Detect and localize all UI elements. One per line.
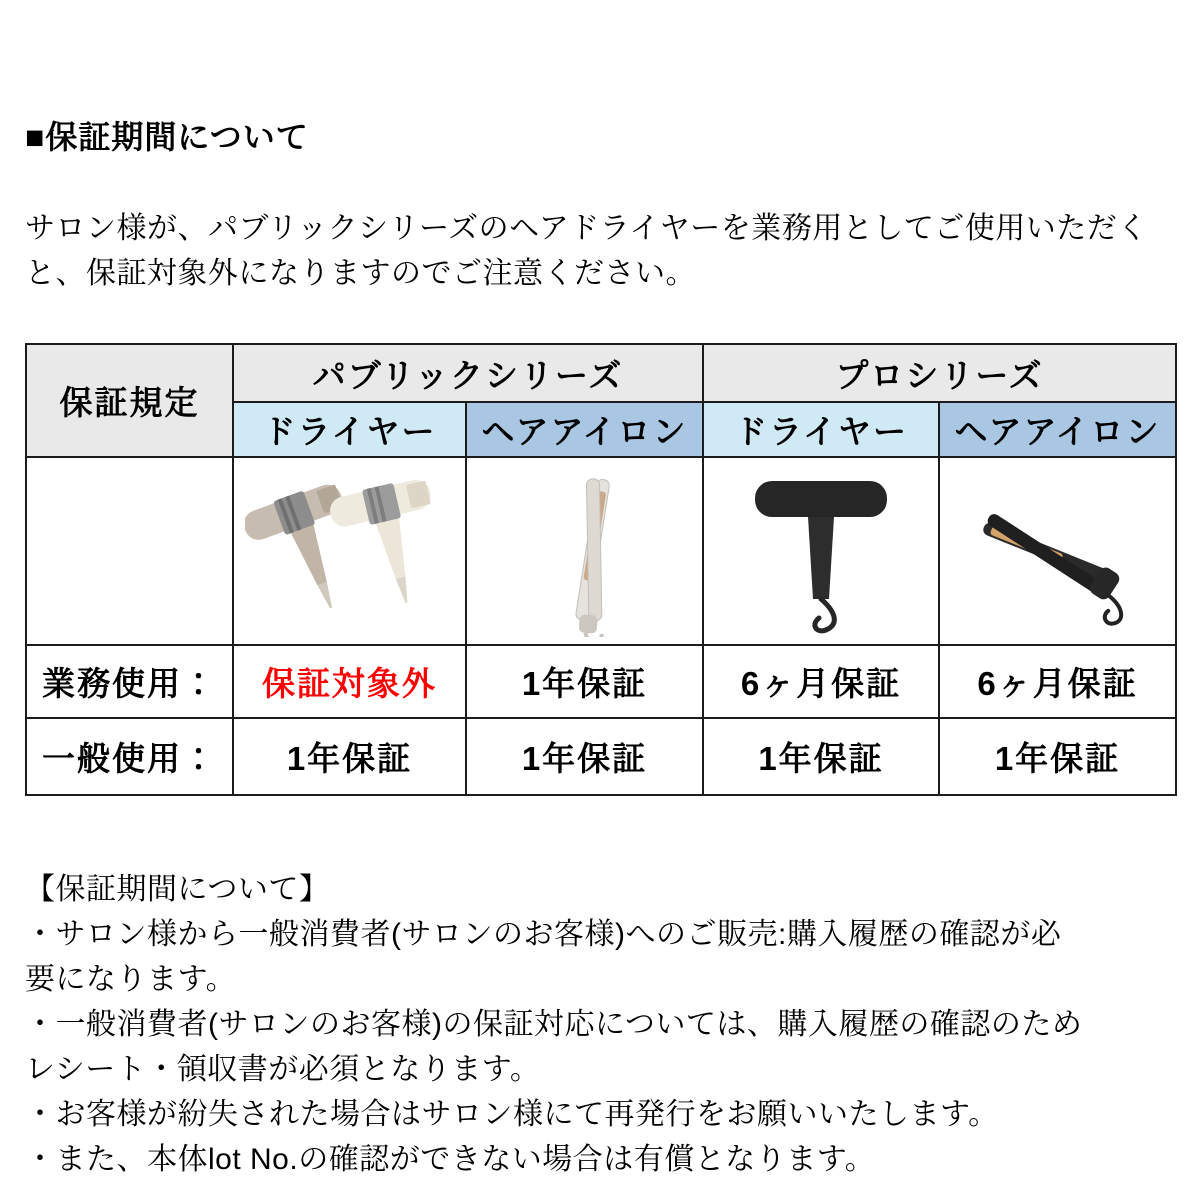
notes-line-3: ・一般消費者(サロンのお客様)の保証対応については、購入履歴の確認のため — [25, 1008, 1083, 1041]
notes-line-1: ・サロン様から一般消費者(サロンのお客様)へのご販売:購入履歴の確認が必 — [25, 918, 1062, 951]
business-public-dryer-warranty: 保証対象外 — [233, 645, 466, 718]
series-header-row — [26, 344, 1176, 402]
corner-header-cell: 保証規定 — [26, 344, 233, 457]
general-public-iron-warranty: 1年保証 — [466, 718, 703, 795]
public-series-dryers-image — [245, 465, 455, 637]
series-header-public: パブリックシリーズ — [233, 344, 703, 402]
product-header-pro-dryer: ドライヤー — [703, 402, 939, 457]
pro-dryer-cell — [703, 457, 939, 645]
pro-series-hair-iron-image — [953, 465, 1163, 637]
business-pro-dryer-warranty: 6ヶ月保証 — [703, 645, 939, 718]
notes-line-6: ・また、本体lot No.の確認ができない場合は有償となります。 — [25, 1143, 876, 1176]
product-header-public-dryer: ドライヤー — [233, 402, 466, 457]
product-header-pro-iron: ヘアアイロン — [939, 402, 1176, 457]
notes-line-5: ・お客様が紛失された場合はサロン様にて再発行をお願いいたします。 — [25, 1098, 999, 1131]
business-public-iron-warranty: 1年保証 — [466, 645, 703, 718]
row-label-general-use: 一般使用： — [26, 718, 233, 795]
notes-line-4: レシート・領収書が必須となります。 — [25, 1053, 541, 1086]
intro-line-2: と、保証対象外になりますのでご注意ください。 — [25, 257, 696, 290]
intro-line-1: サロン様が、パブリックシリーズのヘアドライヤーを業務用としてご使用いただく — [25, 212, 1148, 245]
business-use-row — [26, 645, 1176, 718]
public-dryers-cell — [233, 457, 466, 645]
general-pro-iron-warranty: 1年保証 — [939, 718, 1176, 795]
public-iron-cell — [466, 457, 703, 645]
public-series-hair-iron-image — [480, 465, 690, 637]
series-header-pro: プロシリーズ — [703, 344, 1176, 402]
pro-series-dryer-image — [716, 465, 926, 637]
warranty-table — [25, 343, 1177, 796]
notes-heading: 【保証期間について】 — [25, 873, 330, 906]
general-public-dryer-warranty: 1年保証 — [233, 718, 466, 795]
product-image-row — [26, 457, 1176, 645]
notes-line-2: 要になります。 — [25, 963, 237, 996]
pro-iron-cell — [939, 457, 1176, 645]
notes-section — [25, 867, 1175, 1182]
row-label-business-use: 業務使用： — [26, 645, 233, 718]
empty-cell — [26, 457, 233, 645]
intro-paragraph — [25, 206, 1175, 296]
general-use-row — [26, 718, 1176, 795]
product-header-public-iron: ヘアアイロン — [466, 402, 703, 457]
business-pro-iron-warranty: 6ヶ月保証 — [939, 645, 1176, 718]
page-title: ■保証期間について — [25, 119, 309, 155]
general-pro-dryer-warranty: 1年保証 — [703, 718, 939, 795]
